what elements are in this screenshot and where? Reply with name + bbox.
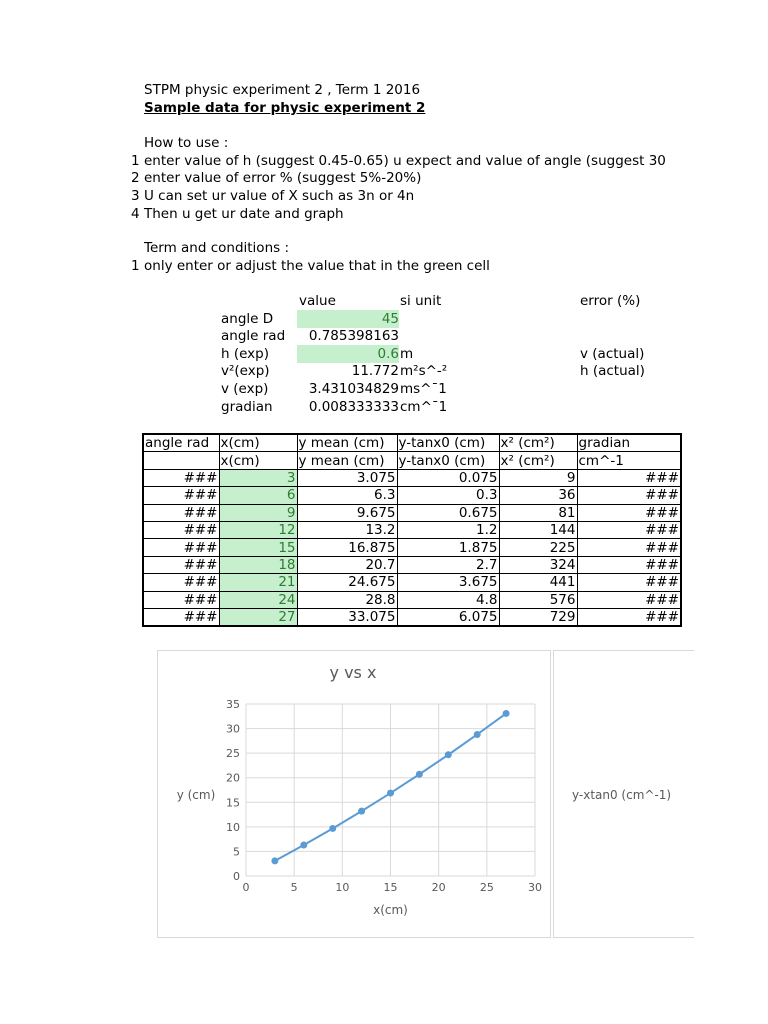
data-point [445, 751, 452, 758]
x-tick-label: 25 [479, 881, 494, 894]
param-header-error: error (%) [580, 293, 641, 309]
cell-y-tan: 2.7 [397, 556, 499, 573]
unit-y-tan: y-tanx0 (cm) [397, 452, 499, 469]
y-tick-label: 15 [226, 796, 240, 810]
cell-x2: 225 [499, 539, 577, 556]
cell-gradian: ### [577, 591, 681, 608]
how-to-num-3: 3 [131, 188, 140, 204]
cell-angle-rad: ### [143, 574, 219, 591]
v-unit: ms^¯1 [400, 381, 447, 397]
cell-y-mean: 24.675 [297, 574, 397, 591]
col-header-gradian: gradian [577, 434, 681, 452]
cell-y-tan: 0.3 [397, 487, 499, 504]
col-header-x2: x² (cm²) [499, 434, 577, 452]
cell-y-tan: 0.075 [397, 469, 499, 486]
table-row [143, 574, 681, 591]
cell-y-tan: 3.675 [397, 574, 499, 591]
cell-angle-rad: ### [143, 487, 219, 504]
x-tick-label: 30 [528, 881, 542, 894]
cell-angle-rad: ### [143, 591, 219, 608]
chart-y-xtan[interactable] [553, 650, 694, 938]
y-tick-label: 5 [233, 845, 240, 859]
cell-y-tan: 4.8 [397, 591, 499, 608]
table-row [143, 469, 681, 486]
y-tick-label: 10 [226, 820, 240, 834]
cell-x2: 729 [499, 608, 577, 626]
unit-x2: x² (cm²) [499, 452, 577, 469]
how-to-num-2: 2 [131, 170, 140, 186]
param-label-v: v (exp) [221, 381, 269, 397]
data-point [387, 790, 394, 797]
x-tick-label: 15 [383, 881, 398, 894]
unit-x: x(cm) [219, 452, 297, 469]
table-unit-row [143, 452, 681, 469]
cell-x[interactable]: 9 [219, 504, 297, 521]
cell-y-tan: 6.075 [397, 608, 499, 626]
cell-gradian: ### [577, 608, 681, 626]
cell-x2: 576 [499, 591, 577, 608]
data-point [474, 731, 481, 738]
param-label-v2: v²(exp) [221, 363, 270, 379]
unit-angle-rad [143, 452, 219, 469]
cell-y-mean: 6.3 [297, 487, 397, 504]
v-actual-label: v (actual) [580, 346, 645, 362]
cell-x[interactable]: 27 [219, 608, 297, 626]
data-point [503, 710, 510, 717]
how-to-item-2: enter value of error % (suggest 5%-20%) [144, 170, 422, 186]
cell-x[interactable]: 18 [219, 556, 297, 573]
param-header-unit: si unit [400, 293, 442, 309]
angle-d-input[interactable]: 45 [297, 310, 399, 328]
v2-unit: m²s^-² [400, 363, 448, 379]
h-actual-label: h (actual) [580, 363, 645, 379]
chart-y-vs-x-svg [158, 651, 550, 937]
cell-y-mean: 33.075 [297, 608, 397, 626]
cell-gradian: ### [577, 487, 681, 504]
chart-y-vs-x[interactable] [157, 650, 551, 938]
y-tick-label: 20 [226, 771, 240, 785]
cell-x[interactable]: 12 [219, 521, 297, 538]
terms-title: Term and conditions : [144, 240, 289, 256]
cell-x2: 36 [499, 487, 577, 504]
x-axis-label: x(cm) [373, 903, 408, 917]
v2-value: 11.772 [351, 363, 399, 379]
table-row [143, 556, 681, 573]
col-header-angle-rad: angle rad [143, 434, 219, 452]
cell-x2: 144 [499, 521, 577, 538]
gradian-unit: cm^¯1 [400, 399, 448, 415]
cell-gradian: ### [577, 539, 681, 556]
how-to-item-1: enter value of h (suggest 0.45-0.65) u expect and value of angle (suggest 30 [144, 153, 666, 169]
how-to-num-4: 4 [131, 206, 140, 222]
data-point [300, 842, 307, 849]
table-row [143, 539, 681, 556]
cell-x[interactable]: 24 [219, 591, 297, 608]
y-tick-label: 25 [226, 747, 240, 761]
cell-x2: 9 [499, 469, 577, 486]
gradian-value: 0.008333333 [308, 399, 399, 415]
cell-angle-rad: ### [143, 556, 219, 573]
cell-x2: 441 [499, 574, 577, 591]
y-tick-label: 35 [226, 698, 240, 711]
table-header-row [143, 434, 681, 452]
x-tick-label: 20 [431, 881, 446, 894]
cell-y-mean: 16.875 [297, 539, 397, 556]
doc-subtitle: Sample data for physic experiment 2 [144, 100, 426, 116]
data-point [271, 857, 278, 864]
terms-item-1: only enter or adjust the value that in the green cell [144, 258, 490, 274]
cell-gradian: ### [577, 469, 681, 486]
cell-y-mean: 13.2 [297, 521, 397, 538]
col-header-y-mean: y mean (cm) [297, 434, 397, 452]
data-point [358, 808, 365, 815]
chart-title: y vs x [329, 663, 377, 682]
x-tick-label: 0 [242, 881, 250, 894]
cell-y-tan: 1.2 [397, 521, 499, 538]
cell-y-tan: 1.875 [397, 539, 499, 556]
unit-y-mean: y mean (cm) [297, 452, 397, 469]
cell-x2: 81 [499, 504, 577, 521]
v-value: 3.431034829 [308, 381, 399, 397]
table-row [143, 487, 681, 504]
x-tick-label: 5 [290, 881, 298, 894]
cell-gradian: ### [577, 504, 681, 521]
h-unit: m [400, 346, 414, 362]
cell-angle-rad: ### [143, 539, 219, 556]
terms-num-1: 1 [131, 258, 140, 274]
data-table [142, 433, 682, 627]
how-to-title: How to use : [144, 135, 229, 151]
unit-gradian: cm^-1 [577, 452, 681, 469]
cell-gradian: ### [577, 556, 681, 573]
cell-y-mean: 3.075 [297, 469, 397, 486]
y-axis-label: y (cm) [176, 788, 216, 802]
cell-x[interactable]: 3 [219, 469, 297, 486]
y-tick-label: 30 [226, 722, 240, 736]
how-to-num-1: 1 [131, 153, 140, 169]
table-row [143, 521, 681, 538]
cell-y-mean: 28.8 [297, 591, 397, 608]
chart2-ylabel: y-xtan0 (cm^-1) [572, 788, 672, 802]
cell-angle-rad: ### [143, 469, 219, 486]
cell-angle-rad: ### [143, 521, 219, 538]
cell-x[interactable]: 6 [219, 487, 297, 504]
param-label-gradian: gradian [221, 399, 273, 415]
x-tick-label: 10 [335, 881, 350, 894]
table-row [143, 504, 681, 521]
param-label-angle-d: angle D [221, 311, 274, 327]
angle-rad-value: 0.785398163 [308, 328, 399, 344]
col-header-y-tan: y-tanx0 (cm) [397, 434, 499, 452]
param-label-h: h (exp) [221, 346, 270, 362]
how-to-item-4: Then u get ur date and graph [144, 206, 344, 222]
param-header-value: value [299, 293, 336, 309]
cell-y-tan: 0.675 [397, 504, 499, 521]
h-exp-input[interactable]: 0.6 [297, 345, 399, 363]
col-header-x: x(cm) [219, 434, 297, 452]
cell-x[interactable]: 21 [219, 574, 297, 591]
y-tick-label: 0 [233, 870, 240, 883]
table-row [143, 608, 681, 626]
doc-title: STPM physic experiment 2 , Term 1 2016 [144, 82, 421, 98]
cell-gradian: ### [577, 521, 681, 538]
cell-gradian: ### [577, 574, 681, 591]
data-point [329, 825, 336, 832]
data-point [416, 771, 423, 778]
cell-y-mean: 20.7 [297, 556, 397, 573]
table-row [143, 591, 681, 608]
cell-angle-rad: ### [143, 504, 219, 521]
how-to-item-3: U can set ur value of X such as 3n or 4n [144, 188, 415, 204]
cell-angle-rad: ### [143, 608, 219, 626]
cell-x[interactable]: 15 [219, 539, 297, 556]
cell-y-mean: 9.675 [297, 504, 397, 521]
cell-x2: 324 [499, 556, 577, 573]
param-label-angle-rad: angle rad [221, 328, 286, 344]
